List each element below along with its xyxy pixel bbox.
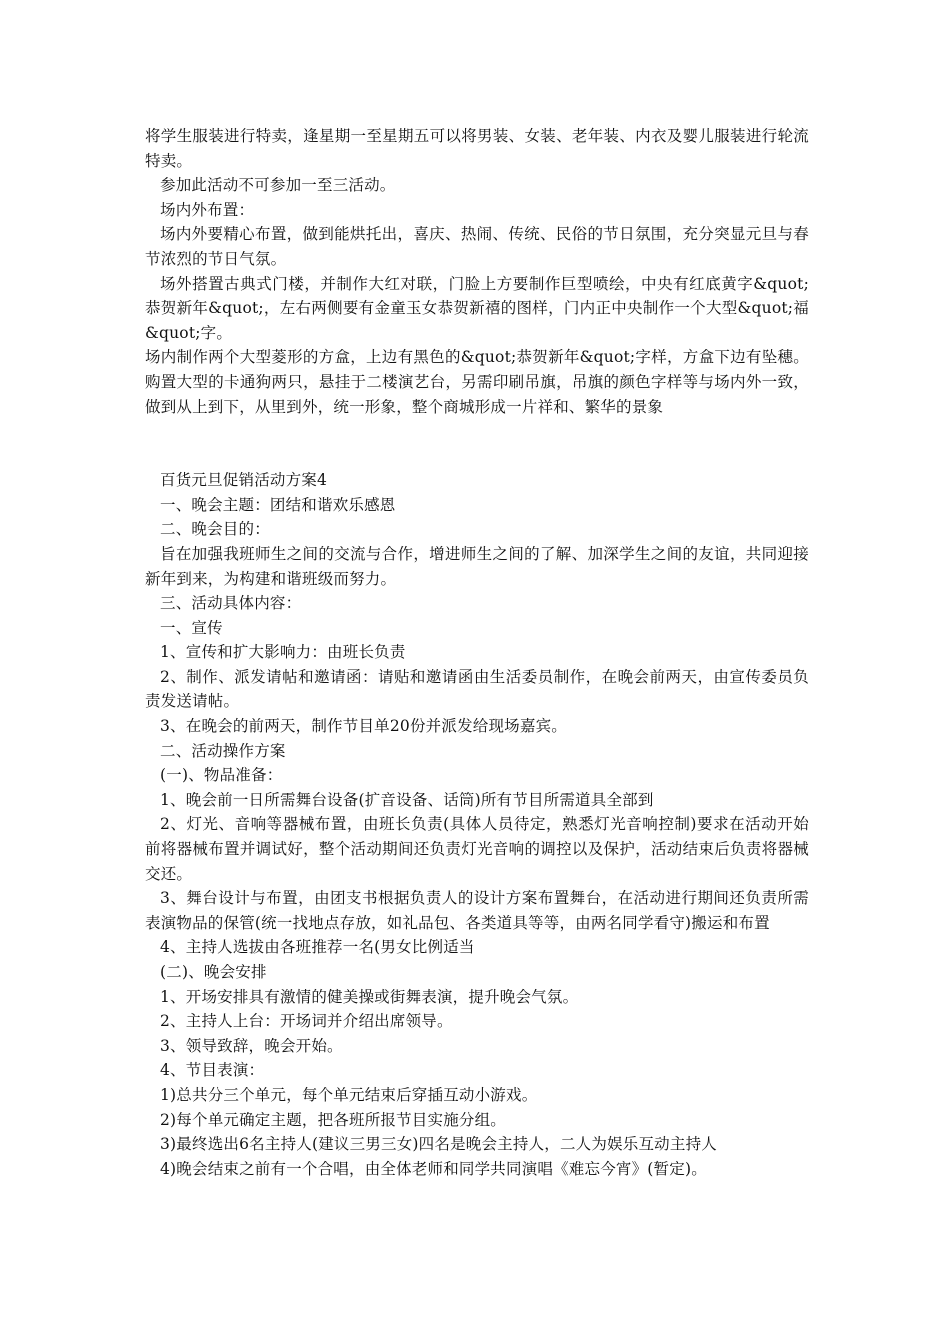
- paragraph: 场内外要精心布置，做到能烘托出，喜庆、热闹、传统、民俗的节日氛围，充分突显元旦与春节浓烈的节日气氛。: [145, 225, 809, 268]
- document-body: [145, 124, 809, 1181]
- paragraph: 场内制作两个大型菱形的方盒，上边有黑色的&quot;恭贺新年&quot;字样，方盒下边有坠穗。购置大型的卡通狗两只，悬挂于二楼演艺台，另需印刷吊旗，吊旗的颜色字样等与场内外一致，做到从上到下，从里到外，统一形象，整个商城形成一片祥和、繁华的景象: [145, 348, 809, 416]
- paragraph: 场外搭置古典式门楼，并制作大红对联，门脸上方要制作巨型喷绘，中央有红底黄字&quot;恭贺新年&quot;，左右两侧要有金童玉女恭贺新禧的图样，门内正中央制作一个大型&quot;福&quot;字。: [145, 274, 809, 342]
- section-spacer: [145, 419, 809, 468]
- paragraph: 2、主持人上台：开场词并介绍出席领导。: [160, 1012, 453, 1031]
- paragraph: 4)晚会结束之前有一个合唱，由全体老师和同学共同演唱《难忘今宵》(暂定)。: [160, 1159, 707, 1178]
- paragraph: 将学生服装进行特卖，逢星期一至星期五可以将男装、女装、老年装、内衣及婴儿服装进行轮流特卖。: [145, 127, 809, 170]
- paragraph: 1、晚会前一日所需舞台设备(扩音设备、话筒)所有节目所需道具全部到: [160, 790, 654, 809]
- paragraph: 一、宣传: [160, 618, 223, 637]
- paragraph: 3、舞台设计与布置，由团支书根据负责人的设计方案布置舞台，在活动进行期间还负责所需表演物品的保管(统一找地点存放，如礼品包、各类道具等等，由两名同学看守)搬运和布置: [145, 889, 809, 932]
- paragraph: 3、领导致辞，晚会开始。: [160, 1036, 343, 1055]
- paragraph: (二)、晚会安排: [160, 963, 267, 981]
- paragraph: 一、晚会主题：团结和谐欢乐感恩: [160, 495, 396, 514]
- paragraph: 1、宣传和扩大影响力：由班长负责: [160, 643, 406, 662]
- paragraph: 三、活动具体内容：: [160, 594, 302, 613]
- paragraph: (一)、物品准备：: [160, 766, 283, 785]
- paragraph: 参加此活动不可参加一至三活动。: [160, 176, 396, 195]
- paragraph: 2、制作、派发请帖和邀请函：请贴和邀请函由生活委员制作，在晚会前两天，由宣传委员负责发送请帖。: [145, 667, 809, 711]
- paragraph: 1)总共分三个单元，每个单元结束后穿插互动小游戏。: [160, 1085, 538, 1104]
- paragraph: 二、晚会目的：: [160, 520, 270, 539]
- paragraph: 二、活动操作方案: [160, 741, 286, 760]
- paragraph: 百货元旦促销活动方案4: [160, 471, 328, 490]
- paragraph: 场内外布置：: [160, 200, 255, 219]
- paragraph: 2)每个单元确定主题，把各班所报节目实施分组。: [160, 1110, 507, 1129]
- paragraph: 2、灯光、音响等器械布置，由班长负责(具体人员待定，熟悉灯光音响控制)要求在活动开始前将器械布置并调试好，整个活动期间还负责灯光音响的调控以及保护，活动结束后负责将器械交还。: [145, 815, 809, 883]
- paragraph: 旨在加强我班师生之间的交流与合作，增进师生之间的了解、加深学生之间的友谊，共同迎接新年到来，为构建和谐班级而努力。: [145, 544, 809, 588]
- section-store-decoration: [145, 124, 809, 419]
- paragraph: 3、在晚会的前两天，制作节目单20份并派发给现场嘉宾。: [160, 717, 567, 736]
- paragraph: 4、主持人选拔由各班推荐一名(男女比例适当: [160, 938, 475, 957]
- paragraph: 4、节目表演：: [160, 1061, 265, 1080]
- paragraph: 1、开场安排具有激情的健美操或街舞表演，提升晚会气氛。: [160, 987, 579, 1006]
- section-new-year-party-plan: [145, 468, 809, 1181]
- paragraph: 3)最终选出6名主持人(建议三男三女)四名是晚会主持人，二人为娱乐互动主持人: [160, 1135, 717, 1154]
